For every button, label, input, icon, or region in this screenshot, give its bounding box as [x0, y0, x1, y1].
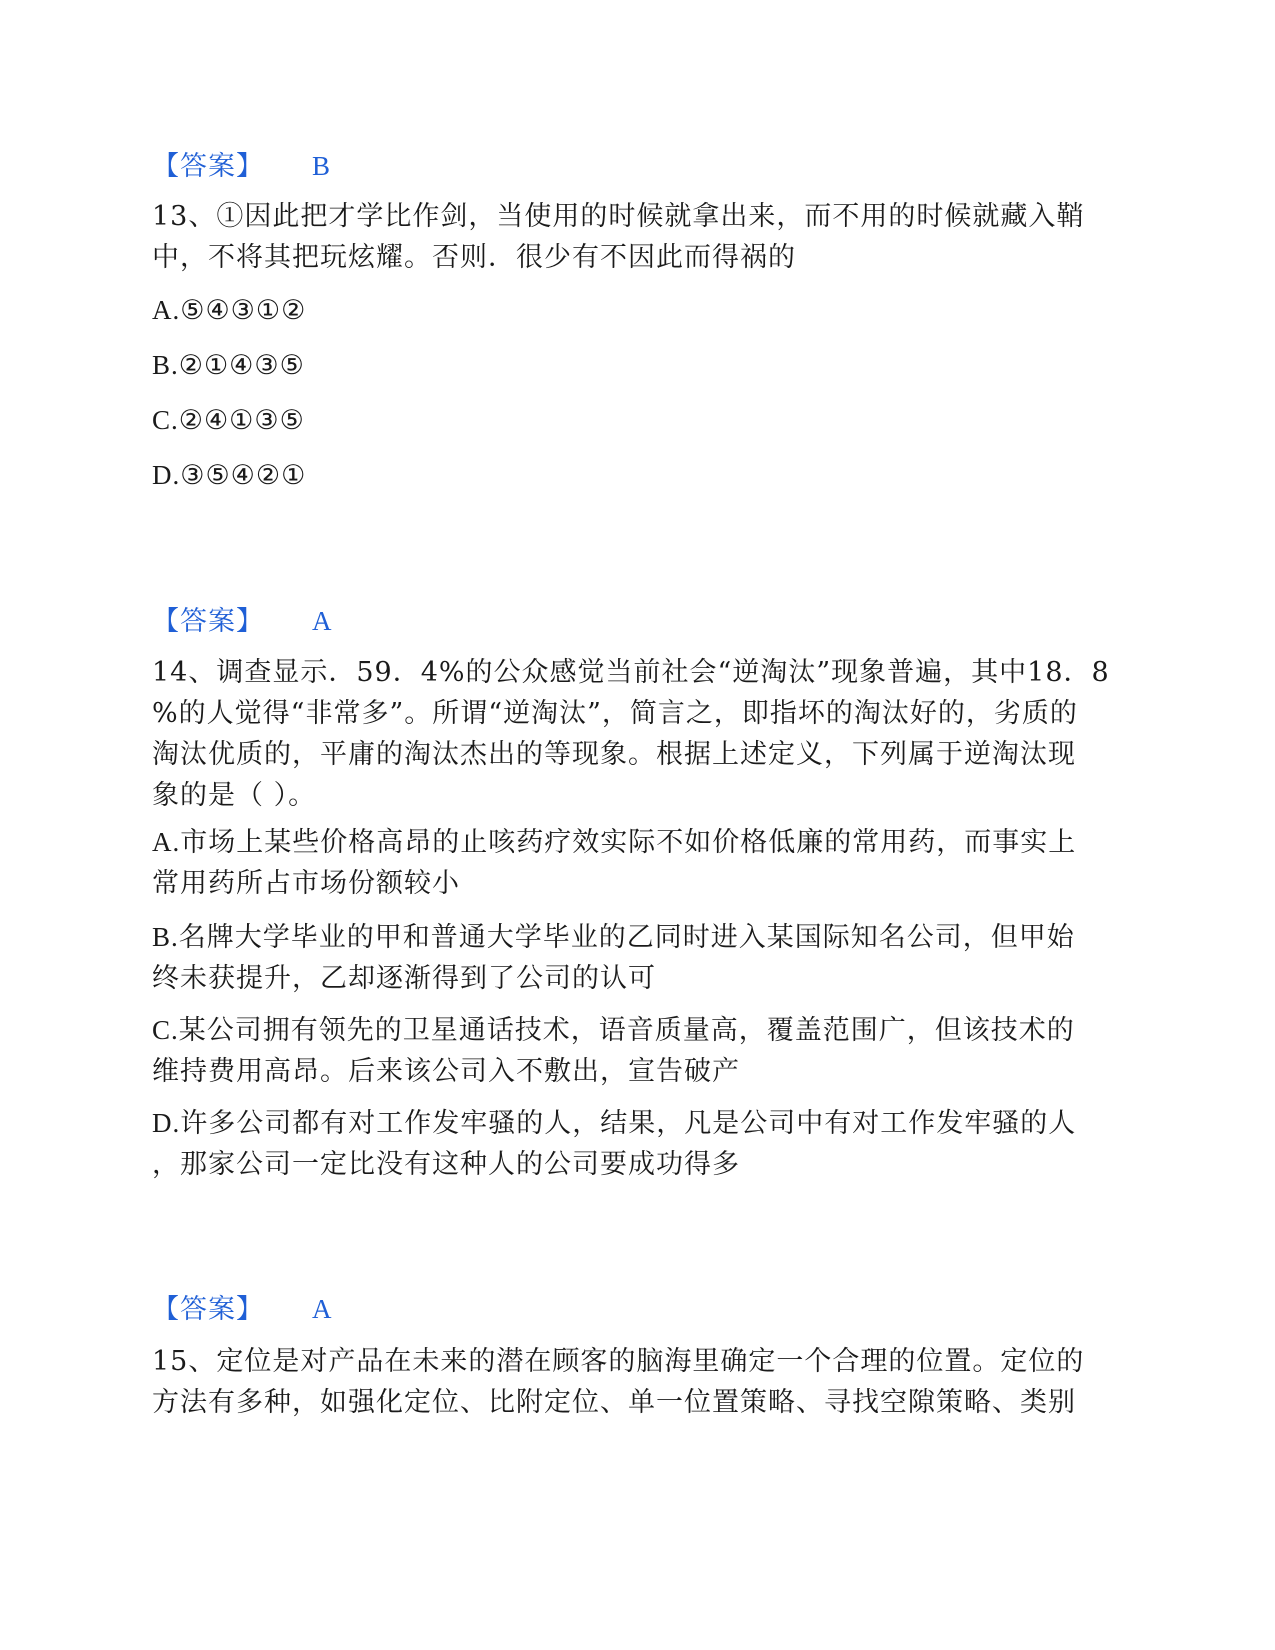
- question-14-option-c: [152, 1010, 1122, 1092]
- answer-value: A: [312, 606, 333, 636]
- option-text: ②①④③⑤: [178, 350, 305, 381]
- answer-label: 【答案】: [152, 606, 264, 637]
- option-text: 许多公司都有对工作发牢骚的人，结果，凡是公司中有对工作发牢骚的人: [180, 1108, 1077, 1139]
- option-letter: C.: [152, 405, 179, 435]
- option-text: 名牌大学毕业的甲和普通大学毕业的乙同时进入某国际知名公司，但甲始: [178, 922, 1075, 953]
- option-line-2: 终未获提升，乙却逐渐得到了公司的认可: [152, 963, 656, 994]
- question-14-line-1: 14、调查显示．59．4%的公众感觉当前社会“逆淘汰”现象普遍，其中18．8: [152, 657, 1110, 688]
- question-14-option-d: [152, 1103, 1122, 1185]
- question-14-line-2: %的人觉得“非常多”。所谓“逆淘汰”，简言之，即指坏的淘汰好的，劣质的: [152, 698, 1078, 729]
- option-text: 市场上某些价格高昂的止咳药疗效实际不如价格低廉的常用药，而事实上: [180, 827, 1077, 858]
- option-letter: A.: [152, 295, 181, 325]
- answer-label: 【答案】: [152, 151, 264, 182]
- question-14: [152, 652, 1122, 816]
- option-line-2: ，那家公司一定比没有这种人的公司要成功得多: [152, 1149, 740, 1180]
- question-15-line-1: 15、定位是对产品在未来的潜在顾客的脑海里确定一个合理的位置。定位的: [152, 1346, 1085, 1377]
- option-text: 某公司拥有领先的卫星通话技术，语音质量高，覆盖范围广，但该技术的: [178, 1015, 1075, 1046]
- option-text: ②④①③⑤: [178, 405, 305, 436]
- question-15: [152, 1341, 1122, 1423]
- option-letter: D.: [152, 460, 181, 490]
- answer-value: B: [312, 151, 332, 181]
- option-letter: D.: [152, 1108, 181, 1138]
- option-text: ⑤④③①②: [180, 295, 307, 326]
- question-13-option-c: [152, 400, 305, 441]
- answer-row-q12: [152, 146, 1122, 187]
- option-letter: B.: [152, 350, 179, 380]
- question-13-option-b: [152, 345, 305, 386]
- answer-label: 【答案】: [152, 1294, 264, 1325]
- option-line-1: [152, 917, 1122, 958]
- question-15-line-2: 方法有多种，如强化定位、比附定位、单一位置策略、寻找空隙策略、类别: [152, 1387, 1076, 1418]
- option-line-1: [152, 1010, 1122, 1051]
- answer-row-q13: [152, 601, 1122, 642]
- question-13-option-d: [152, 455, 306, 496]
- question-13: [152, 196, 1122, 278]
- option-letter: C.: [152, 1015, 179, 1045]
- question-14-line-4: 象的是（ ）。: [152, 780, 317, 811]
- question-14-option-b: [152, 917, 1122, 999]
- question-14-line-3: 淘汰优质的，平庸的淘汰杰出的等现象。根据上述定义，下列属于逆淘汰现: [152, 739, 1076, 770]
- option-line-2: 常用药所占市场份额较小: [152, 868, 460, 899]
- option-line-1: [152, 822, 1122, 863]
- option-text: ③⑤④②①: [180, 460, 307, 491]
- question-13-line-2: 中，不将其把玩炫耀。否则．很少有不因此而得祸的: [152, 242, 796, 273]
- answer-row-q14: [152, 1289, 1122, 1330]
- option-line-1: [152, 1103, 1122, 1144]
- option-letter: A.: [152, 827, 181, 857]
- option-line-2: 维持费用高昂。后来该公司入不敷出，宣告破产: [152, 1056, 740, 1087]
- question-13-option-a: [152, 290, 306, 331]
- question-14-option-a: [152, 822, 1122, 904]
- answer-value: A: [312, 1294, 333, 1324]
- option-letter: B.: [152, 922, 179, 952]
- question-13-line-1: 13、①因此把才学比作剑，当使用的时候就拿出来，而不用的时候就藏入鞘: [152, 201, 1085, 232]
